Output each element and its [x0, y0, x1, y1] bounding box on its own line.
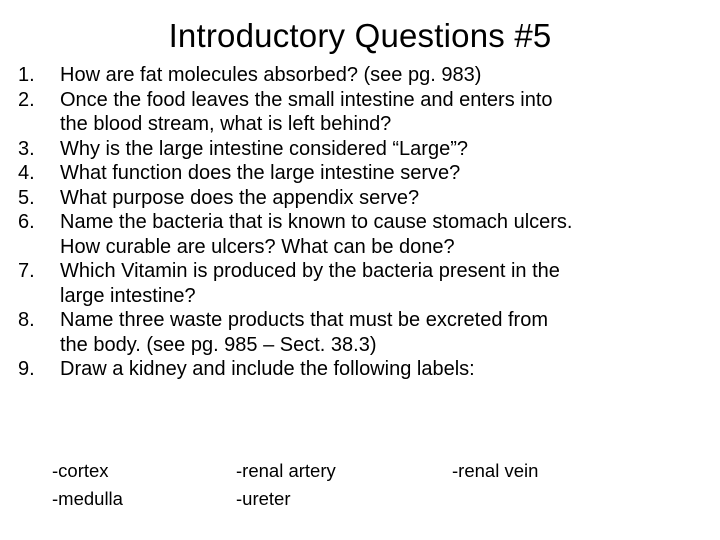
question-item-2: [18, 88, 708, 137]
question-text: What function does the large intestine serve?: [60, 162, 461, 184]
question-number: 6.: [18, 211, 35, 233]
label-renal-vein: -renal vein: [452, 460, 539, 481]
label-ureter: -ureter: [236, 488, 291, 509]
question-item-1: [18, 63, 708, 88]
question-text: Name three waste products that must be excreted from the body. (see pg. 985 – Sect. 38.3): [60, 309, 548, 356]
question-number: 2.: [18, 88, 35, 111]
question-text: Why is the large intestine considered “Large”?: [60, 137, 468, 160]
question-number: 4.: [18, 162, 35, 184]
question-list: [18, 63, 708, 382]
question-number: 8.: [18, 309, 35, 331]
question-text: Once the food leaves the small intestine and enters into the blood stream, what is left behind?: [60, 88, 553, 135]
question-item-6: [18, 210, 708, 259]
question-item-5: [18, 186, 708, 211]
label-cortex: -cortex: [52, 460, 109, 481]
slide-title: Introductory Questions #5: [168, 17, 552, 54]
question-number: 3.: [18, 137, 35, 160]
question-text: Name the bacteria that is known to cause stomach ulcers. How curable are ulcers? What can be done?: [60, 211, 573, 258]
question-number: 1.: [18, 64, 35, 86]
question-item-4: [18, 161, 708, 186]
question-number: 5.: [18, 186, 35, 209]
label-medulla: -medulla: [52, 488, 123, 509]
question-number: 7.: [18, 260, 35, 282]
question-number: 9.: [18, 358, 35, 380]
question-text: Draw a kidney and include the following labels:: [60, 358, 475, 380]
question-item-9: [18, 357, 708, 382]
question-item-7: [18, 259, 708, 308]
question-text: How are fat molecules absorbed? (see pg. 983): [60, 64, 482, 86]
question-item-8: [18, 308, 708, 357]
question-text: Which Vitamin is produced by the bacteria present in the large intestine?: [60, 260, 560, 307]
label-renal-artery: -renal artery: [236, 460, 336, 481]
question-item-3: [18, 137, 708, 162]
question-text: What purpose does the appendix serve?: [60, 186, 420, 209]
